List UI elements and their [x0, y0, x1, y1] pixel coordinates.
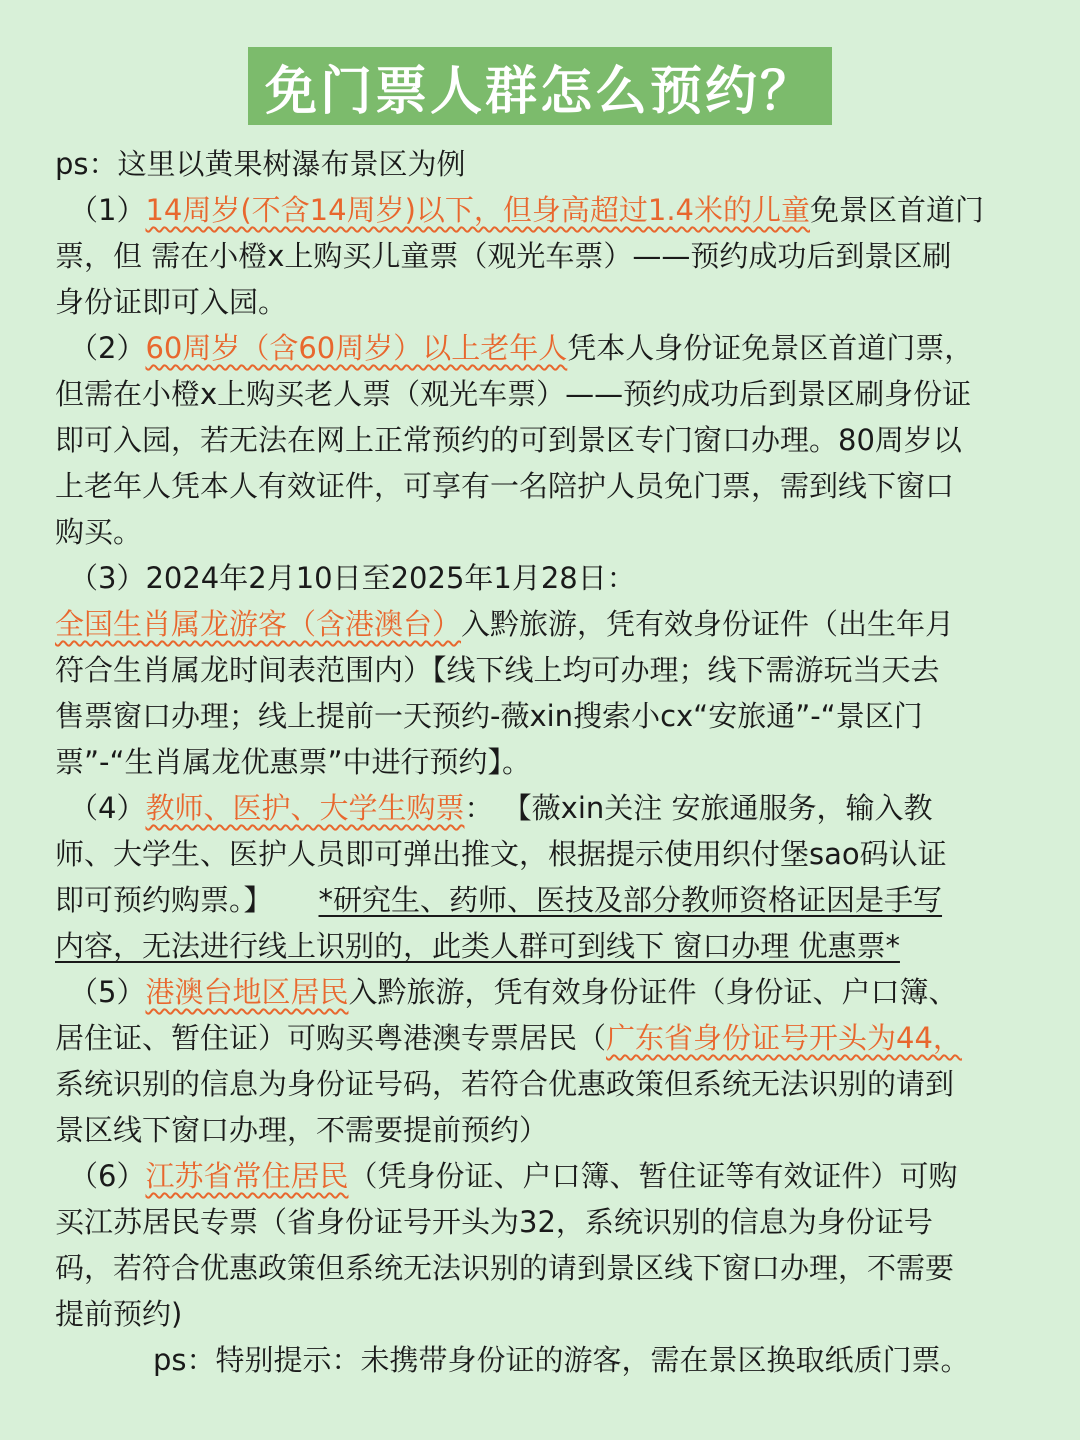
section-2-text: 凭本人身份证免景区首道门票，	[567, 331, 974, 365]
section-5-line-4: 景区线下窗口办理，不需要提前预约）	[55, 1113, 549, 1147]
section-1-number: （1）	[69, 193, 146, 227]
section-1-line-1	[55, 187, 1045, 233]
section-6-line-4: 提前预约)	[55, 1297, 183, 1331]
section-6-line-1	[55, 1153, 1045, 1199]
section-4-line-1	[55, 785, 1045, 831]
section-3-text: 入黔旅游，凭有效身份证件（出生年月	[461, 607, 955, 641]
section-4-line-3	[55, 877, 1045, 923]
section-2-number: （2）	[69, 331, 146, 365]
section-5-highlight-2: 广东省身份证号开头为44，	[606, 1021, 962, 1055]
section-6-number: （6）	[69, 1159, 146, 1193]
section-5-line-1	[55, 969, 1045, 1015]
section-4-highlight: 教师、医护、大学生购票	[145, 791, 465, 825]
section-4-note: *研究生、药师、医技及部分教师资格证因是手写	[318, 883, 943, 917]
section-5-text-a: 居住证、暂住证）可购买粤港澳专票居民（	[55, 1021, 607, 1055]
section-1-highlight: 14周岁(不含14周岁)以下，但身高超过1.4米的儿童	[145, 193, 811, 227]
section-3-line-4: 售票窗口办理；线上提前一天预约-薇xin搜索小cx“安旅通”-“景区门	[55, 699, 923, 733]
section-1-line-3: 身份证即可入园。	[55, 285, 288, 319]
section-5-number: （5）	[69, 975, 146, 1009]
section-5-line-2	[55, 1015, 1045, 1061]
section-6-line-2: 买江苏居民专票（省身份证号开头为32，系统识别的信息为身份证号	[55, 1205, 933, 1239]
section-5-text: 入黔旅游，凭有效身份证件（身份证、户口簿、	[348, 975, 958, 1009]
title-banner	[248, 47, 832, 125]
section-3-line-1: （3）2024年2月10日至2025年1月28日：	[69, 561, 636, 595]
section-4-line-4	[55, 923, 1045, 969]
section-4-number: （4）	[69, 791, 146, 825]
section-6-line-3: 码，若符合优惠政策但系统无法识别的请到景区线下窗口办理，不需要	[55, 1251, 955, 1285]
section-5-highlight: 港澳台地区居民	[145, 975, 349, 1009]
section-2-line-3: 即可入园，若无法在网上正常预约的可到景区专门窗口办理。80周岁以	[55, 423, 962, 457]
article-body	[55, 141, 1045, 1383]
intro-line: ps：这里以黄果树瀑布景区为例	[55, 147, 466, 181]
page-title: 免门票人群怎么预约？	[264, 61, 815, 122]
section-2-highlight: 60周岁（含60周岁）以上老年人	[145, 331, 568, 365]
section-3-line-5: 票”-“生肖属龙优惠票”中进行预约】。	[55, 745, 532, 779]
section-2-line-4: 上老年人凭本人有效证件，可享有一名陪护人员免门票，需到线下窗口	[55, 469, 955, 503]
section-6-highlight: 江苏省常住居民	[145, 1159, 349, 1193]
section-3-line-2	[55, 601, 1045, 647]
section-2-line-2: 但需在小橙x上购买老人票（观光车票）——预约成功后到景区刷身份证	[55, 377, 972, 411]
section-3-highlight: 全国生肖属龙游客（含港澳台）	[55, 607, 462, 641]
section-6-text: （凭身份证、户口簿、暂住证等有效证件）可购	[348, 1159, 958, 1193]
footer-note: ps：特别提示：未携带身份证的游客，需在景区换取纸质门票。	[153, 1343, 970, 1377]
section-4-line-2: 师、大学生、医护人员即可弹出推文，根据提示使用织付堡sao码认证	[55, 837, 947, 871]
section-4-note-cont: 内容，无法进行线上识别的，此类人群可到线下 窗口办理 优惠票*	[55, 929, 900, 963]
section-4-text-a: 即可预约购票。】	[55, 883, 273, 917]
section-3-line-3: 符合生肖属龙时间表范围内）【线下线上均可办理；线下需游玩当天去	[55, 653, 940, 687]
section-5-line-3: 系统识别的信息为身份证号码，若符合优惠政策但系统无法识别的请到	[55, 1067, 955, 1101]
section-2-line-1	[55, 325, 1045, 371]
section-2-line-5: 购买。	[55, 515, 143, 549]
section-1-line-2: 票，但 需在小橙x上购买儿童票（观光车票）——预约成功后到景区刷	[55, 239, 952, 273]
section-4-text: ： 【薇xin关注 安旅通服务，输入教	[464, 791, 933, 825]
section-1-text: 免景区首道门	[810, 193, 985, 227]
